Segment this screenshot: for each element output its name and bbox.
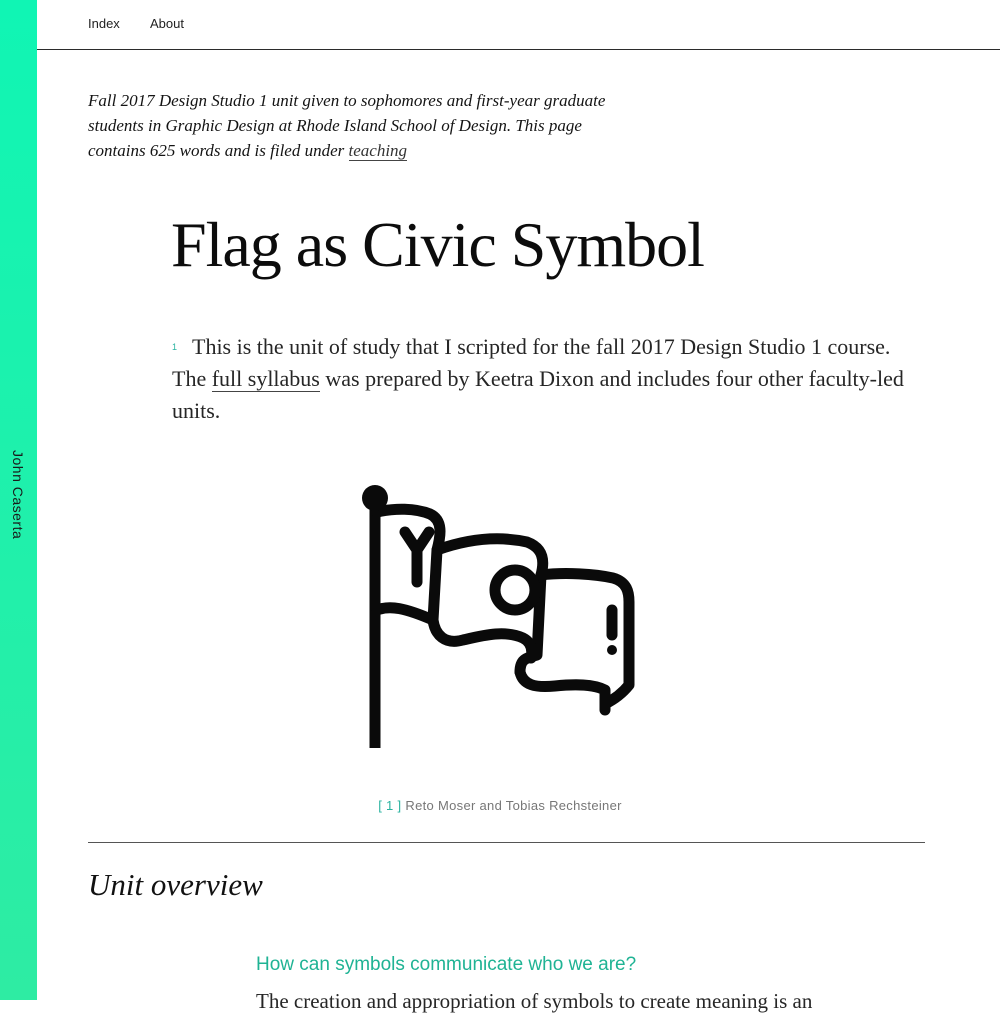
flag-letter-o [495,570,535,610]
nav-index-link[interactable]: Index [88,16,120,31]
flag-icon [355,480,645,760]
flag-panel-1 [377,509,440,620]
flag-letter-y [405,532,429,582]
caption-number: [ 1 ] [378,798,402,813]
figure-caption [0,798,1000,813]
flag-panel-2-lower [433,620,532,658]
paragraph-text-start: This is the unit of study that I scripted for the fall 2017 Design Studio 1 course. The [172,334,891,391]
paragraph-1 [172,331,912,427]
flag-panel-3-lower [520,672,605,710]
sidebar [0,0,37,1000]
page-title: Flag as Civic Symbol [171,209,704,280]
paragraph-number: 1 [172,342,178,352]
caption-text: Reto Moser and Tobias Rechsteiner [405,798,622,813]
top-nav [37,0,1000,50]
flag-pole-finial [362,485,388,511]
intro-body: Fall 2017 Design Studio 1 unit given to sophomores and first-year graduate students in Graphic Design at Rhode Island School of Design. This page contains 625 words and is filed under [88,91,606,160]
author-name[interactable]: John Caserta [10,450,26,540]
paragraph-text-end: was prepared by Keetra Dixon and includes four other faculty-led units. [172,366,904,423]
section-body-start: The creation and appropriation of symbols to create meaning is an [256,989,813,1013]
section-divider [88,842,925,843]
nav-about-link[interactable]: About [150,16,184,31]
teaching-tag-link[interactable]: teaching [348,141,408,160]
flag-exclamation-dot [607,645,617,655]
section-title: Unit overview [88,867,263,902]
intro-text [88,88,628,163]
full-syllabus-link[interactable]: full syllabus [211,366,320,391]
section-question: How can symbols communicate who we are? [256,954,637,975]
